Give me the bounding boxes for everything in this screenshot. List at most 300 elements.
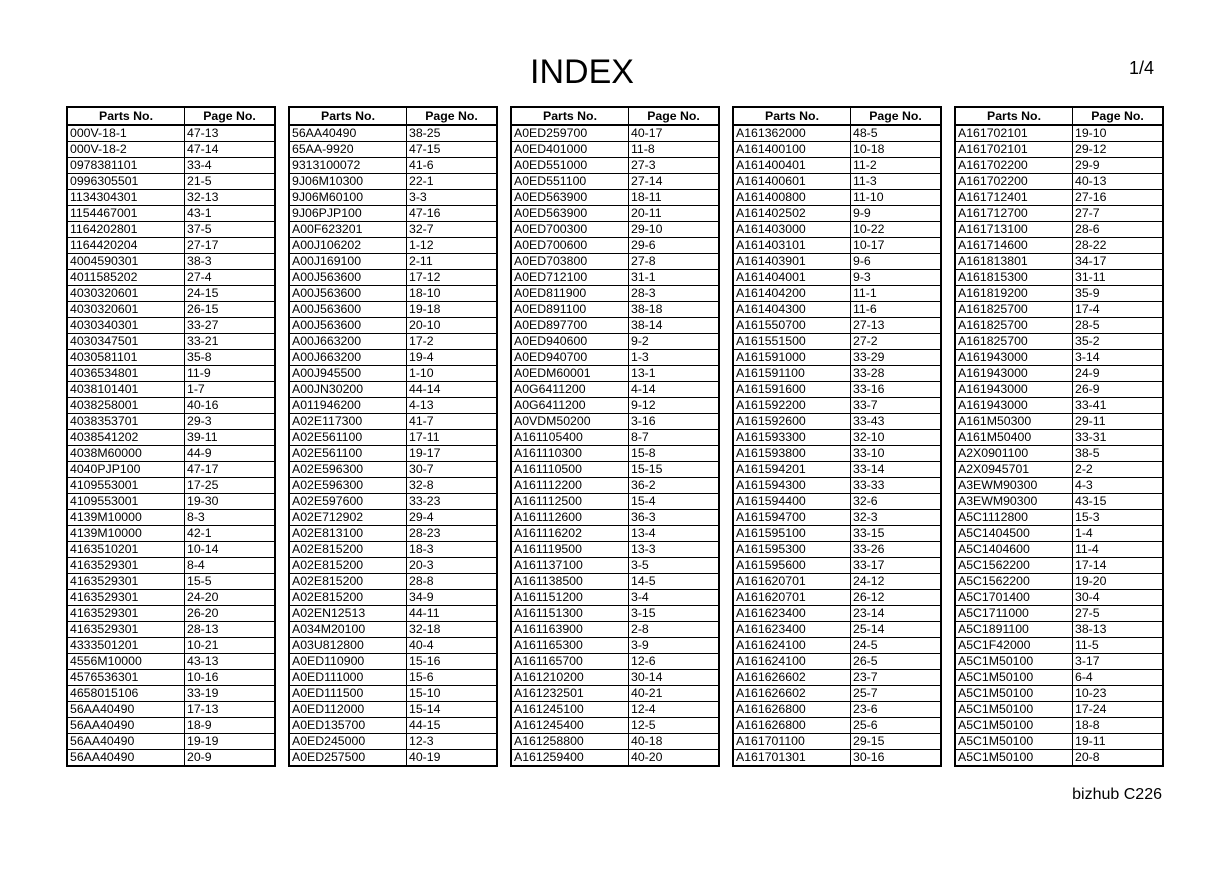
parts-no-cell: A5C1112800 (955, 510, 1073, 526)
table-row (511, 494, 719, 510)
parts-no-cell: A161402502 (733, 206, 851, 222)
page-no-cell: 29-9 (1073, 158, 1164, 174)
parts-no-cell: A161105400 (511, 430, 629, 446)
parts-no-cell: 4036534801 (67, 366, 185, 382)
page-no-cell: 33-15 (851, 526, 942, 542)
parts-no-cell: A0ED700600 (511, 238, 629, 254)
page-title: INDEX (530, 53, 634, 91)
page-no-cell: 27-8 (629, 254, 720, 270)
page-no-cell: 26-12 (851, 590, 942, 606)
parts-no-cell: A161815300 (955, 270, 1073, 286)
page-no-cell: 12-4 (629, 702, 720, 718)
parts-no-cell: 4163529301 (67, 622, 185, 638)
table-row (511, 686, 719, 702)
page-no-cell: 39-11 (185, 430, 276, 446)
page-no-cell: 38-13 (1073, 622, 1164, 638)
table-row (733, 414, 941, 430)
table-row (289, 238, 497, 254)
table-row (733, 702, 941, 718)
table-row (511, 750, 719, 767)
page-no-cell: 3-17 (1073, 654, 1164, 670)
page-no-cell: 11-10 (851, 190, 942, 206)
index-table-2 (288, 106, 498, 767)
page-no-cell: 10-14 (185, 542, 276, 558)
parts-no-cell: A161626800 (733, 718, 851, 734)
table-row (289, 702, 497, 718)
table-row (289, 590, 497, 606)
parts-no-cell: A5C1891100 (955, 622, 1073, 638)
page-no-cell: 32-6 (851, 494, 942, 510)
parts-no-cell: A0ED112000 (289, 702, 407, 718)
table-row (511, 590, 719, 606)
table-row (67, 478, 275, 494)
parts-no-cell: A161591000 (733, 350, 851, 366)
page-no-cell: 17-4 (1073, 302, 1164, 318)
table-row (955, 670, 1163, 686)
table-row (955, 238, 1163, 254)
table-header-row (289, 107, 497, 125)
table-row (511, 334, 719, 350)
table-row (67, 382, 275, 398)
page-no-cell: 15-8 (629, 446, 720, 462)
parts-no-cell: A161400800 (733, 190, 851, 206)
table-row (67, 446, 275, 462)
parts-no-cell: A161594201 (733, 462, 851, 478)
page-no-cell: 18-11 (629, 190, 720, 206)
page-no-cell: 48-5 (851, 125, 942, 142)
page-no-cell: 27-2 (851, 334, 942, 350)
parts-no-cell: A161232501 (511, 686, 629, 702)
table-row (67, 254, 275, 270)
table-row (955, 190, 1163, 206)
parts-no-cell: A161702101 (955, 142, 1073, 158)
table-row (67, 270, 275, 286)
table-row (289, 670, 497, 686)
page-no-cell: 10-21 (185, 638, 276, 654)
parts-no-cell: A161116202 (511, 526, 629, 542)
table-row (289, 222, 497, 238)
table-row (511, 286, 719, 302)
table-row (733, 174, 941, 190)
parts-no-cell: A161403000 (733, 222, 851, 238)
page-no-header: Page No. (185, 107, 276, 125)
table-row (289, 510, 497, 526)
parts-no-cell: A161404001 (733, 270, 851, 286)
parts-no-cell: 56AA40490 (67, 734, 185, 750)
table-row (67, 414, 275, 430)
table-row (955, 750, 1163, 767)
page-no-cell: 15-10 (407, 686, 498, 702)
parts-no-cell: A161400601 (733, 174, 851, 190)
table-row (289, 206, 497, 222)
page-no-cell: 12-3 (407, 734, 498, 750)
table-row (511, 125, 719, 142)
table-row (67, 510, 275, 526)
page-no-cell: 30-14 (629, 670, 720, 686)
page-no-cell: 38-18 (629, 302, 720, 318)
page-no-cell: 6-4 (1073, 670, 1164, 686)
parts-no-cell: A00JN30200 (289, 382, 407, 398)
table-row (733, 446, 941, 462)
page-no-cell: 33-19 (185, 686, 276, 702)
parts-no-cell: 000V-18-1 (67, 125, 185, 142)
table-row (955, 590, 1163, 606)
table-row (67, 334, 275, 350)
table-row (955, 142, 1163, 158)
parts-no-cell: A02E815200 (289, 574, 407, 590)
page-no-cell: 47-16 (407, 206, 498, 222)
parts-no-cell: A161110300 (511, 446, 629, 462)
table-row (289, 334, 497, 350)
table-row (733, 286, 941, 302)
parts-no-cell: A161594400 (733, 494, 851, 510)
table-row (511, 654, 719, 670)
table-row (67, 174, 275, 190)
parts-no-cell: A161165300 (511, 638, 629, 654)
page-no-header: Page No. (1073, 107, 1164, 125)
table-row (733, 462, 941, 478)
table-row (955, 398, 1163, 414)
table-row (733, 558, 941, 574)
table-row (511, 270, 719, 286)
page-no-cell: 33-23 (407, 494, 498, 510)
table-row (289, 254, 497, 270)
table-row (733, 510, 941, 526)
parts-no-cell: A161626602 (733, 686, 851, 702)
page-no-cell: 40-17 (629, 125, 720, 142)
table-row (955, 638, 1163, 654)
table-row (511, 670, 719, 686)
parts-no-cell: A5C1M50100 (955, 654, 1073, 670)
page-no-cell: 9-9 (851, 206, 942, 222)
parts-no-cell: A034M20100 (289, 622, 407, 638)
table-row (733, 270, 941, 286)
table-row (955, 254, 1163, 270)
table-row (955, 286, 1163, 302)
page-no-cell: 24-12 (851, 574, 942, 590)
page-no-cell: 41-7 (407, 414, 498, 430)
page-no-cell: 2-2 (1073, 462, 1164, 478)
table-row (289, 558, 497, 574)
page-no-cell: 9-12 (629, 398, 720, 414)
page-no-cell: 32-8 (407, 478, 498, 494)
table-header-row (67, 107, 275, 125)
parts-no-cell: A161594700 (733, 510, 851, 526)
table-row (67, 590, 275, 606)
parts-no-cell: A161362000 (733, 125, 851, 142)
table-row (67, 142, 275, 158)
table-row (733, 590, 941, 606)
parts-no-cell: A5C1F42000 (955, 638, 1073, 654)
parts-no-cell: 0996305501 (67, 174, 185, 190)
parts-no-cell: A161591100 (733, 366, 851, 382)
table-row (733, 606, 941, 622)
page-no-cell: 11-8 (629, 142, 720, 158)
table-row (67, 190, 275, 206)
table-row (67, 318, 275, 334)
table-row (67, 286, 275, 302)
parts-no-cell: 9J06M10300 (289, 174, 407, 190)
parts-no-cell: A03U812800 (289, 638, 407, 654)
table-row (733, 190, 941, 206)
page-no-cell: 4-14 (629, 382, 720, 398)
table-row (955, 510, 1163, 526)
parts-no-cell: 4576536301 (67, 670, 185, 686)
table-row (955, 174, 1163, 190)
table-row (67, 222, 275, 238)
parts-no-cell: A0ED811900 (511, 286, 629, 302)
table-row (289, 718, 497, 734)
parts-no-cell: A161819200 (955, 286, 1073, 302)
page-no-cell: 10-23 (1073, 686, 1164, 702)
page-no-cell: 11-9 (185, 366, 276, 382)
page-no-cell: 26-20 (185, 606, 276, 622)
page-no-cell: 23-6 (851, 702, 942, 718)
page-no-cell: 4-3 (1073, 478, 1164, 494)
parts-no-cell: A00J563600 (289, 286, 407, 302)
table-row (511, 302, 719, 318)
page-no-cell: 28-13 (185, 622, 276, 638)
page-no-header: Page No. (407, 107, 498, 125)
page-no-cell: 22-1 (407, 174, 498, 190)
page-no-cell: 15-6 (407, 670, 498, 686)
parts-no-cell: A161624100 (733, 654, 851, 670)
page-no-cell: 9-2 (629, 334, 720, 350)
parts-no-cell: 4109553001 (67, 478, 185, 494)
table-row (289, 478, 497, 494)
parts-no-cell: A0ED940600 (511, 334, 629, 350)
parts-no-cell: 4163529301 (67, 558, 185, 574)
page-no-cell: 26-15 (185, 302, 276, 318)
page-no-cell: 11-1 (851, 286, 942, 302)
page-no-cell: 1-4 (1073, 526, 1164, 542)
parts-no-cell: A161825700 (955, 334, 1073, 350)
parts-no-cell: 56AA40490 (67, 702, 185, 718)
page-no-cell: 27-3 (629, 158, 720, 174)
parts-no-cell: A161112200 (511, 478, 629, 494)
table-row (955, 542, 1163, 558)
parts-no-cell: A161712401 (955, 190, 1073, 206)
table-row (289, 414, 497, 430)
page-no-cell: 41-6 (407, 158, 498, 174)
table-row (511, 430, 719, 446)
parts-no-cell: A161403901 (733, 254, 851, 270)
parts-no-cell: A02E597600 (289, 494, 407, 510)
page-no-cell: 40-21 (629, 686, 720, 702)
page-no-cell: 24-20 (185, 590, 276, 606)
table-row (67, 558, 275, 574)
table-row (511, 190, 719, 206)
parts-no-header: Parts No. (289, 107, 407, 125)
page-no-cell: 34-17 (1073, 254, 1164, 270)
parts-no-cell: A5C1562200 (955, 558, 1073, 574)
page-no-cell: 32-7 (407, 222, 498, 238)
parts-no-cell: A161623400 (733, 606, 851, 622)
parts-no-cell: A161400100 (733, 142, 851, 158)
table-row (67, 734, 275, 750)
parts-no-cell: A02E561100 (289, 446, 407, 462)
table-row (67, 206, 275, 222)
parts-no-cell: 65AA-9920 (289, 142, 407, 158)
table-row (955, 462, 1163, 478)
table-row (67, 654, 275, 670)
page-no-cell: 15-4 (629, 494, 720, 510)
parts-no-cell: 4030320601 (67, 302, 185, 318)
model-name: bizhub C226 (1072, 786, 1162, 803)
table-row (733, 398, 941, 414)
table-row (67, 606, 275, 622)
table-row (289, 622, 497, 638)
table-row (733, 670, 941, 686)
table-row (67, 302, 275, 318)
page-no-cell: 15-15 (629, 462, 720, 478)
page-no-cell: 10-22 (851, 222, 942, 238)
page-no-cell: 9-3 (851, 270, 942, 286)
parts-no-cell: A161593800 (733, 446, 851, 462)
page-no-cell: 29-11 (1073, 414, 1164, 430)
page-no-cell: 37-5 (185, 222, 276, 238)
parts-no-cell: A161594300 (733, 478, 851, 494)
parts-no-cell: 4030347501 (67, 334, 185, 350)
page-no-cell: 33-41 (1073, 398, 1164, 414)
table-row (289, 350, 497, 366)
page-no-cell: 33-7 (851, 398, 942, 414)
page-no-cell: 30-4 (1073, 590, 1164, 606)
parts-no-cell: A161623400 (733, 622, 851, 638)
page-no-cell: 33-4 (185, 158, 276, 174)
table-row (67, 702, 275, 718)
page-no-cell: 33-43 (851, 414, 942, 430)
page-no-cell: 33-14 (851, 462, 942, 478)
parts-no-cell: A161M50400 (955, 430, 1073, 446)
parts-no-cell: 0978381101 (67, 158, 185, 174)
parts-no-cell: A161151300 (511, 606, 629, 622)
table-row (733, 574, 941, 590)
page-no-cell: 27-7 (1073, 206, 1164, 222)
page-no-cell: 3-15 (629, 606, 720, 622)
table-row (733, 638, 941, 654)
page-no-cell: 10-18 (851, 142, 942, 158)
parts-no-cell: A161110500 (511, 462, 629, 478)
parts-no-cell: A0ED563900 (511, 190, 629, 206)
parts-no-cell: A161702200 (955, 158, 1073, 174)
parts-no-cell: A0ED940700 (511, 350, 629, 366)
parts-no-cell: A161620701 (733, 590, 851, 606)
page-no-cell: 26-5 (851, 654, 942, 670)
table-row (733, 478, 941, 494)
page-no-cell: 24-15 (185, 286, 276, 302)
table-row (955, 622, 1163, 638)
parts-no-cell: A02E561100 (289, 430, 407, 446)
table-row (289, 302, 497, 318)
table-row (67, 686, 275, 702)
page-no-cell: 20-10 (407, 318, 498, 334)
parts-no-cell: 56AA40490 (67, 750, 185, 767)
parts-no-cell: A5C1404600 (955, 542, 1073, 558)
page-no-cell: 11-4 (1073, 542, 1164, 558)
table-row (955, 526, 1163, 542)
table-row (67, 462, 275, 478)
parts-no-cell: A161592200 (733, 398, 851, 414)
page-no-cell: 42-1 (185, 526, 276, 542)
parts-no-cell: A0ED111500 (289, 686, 407, 702)
page-no-cell: 18-3 (407, 542, 498, 558)
page-no-cell: 40-4 (407, 638, 498, 654)
parts-no-cell: A02E596300 (289, 478, 407, 494)
parts-no-cell: A00J563600 (289, 302, 407, 318)
table-row (289, 542, 497, 558)
parts-no-cell: A161825700 (955, 318, 1073, 334)
table-row (511, 510, 719, 526)
page-no-cell: 27-14 (629, 174, 720, 190)
table-row (289, 446, 497, 462)
parts-no-cell: 4030581101 (67, 350, 185, 366)
page-no-cell: 38-25 (407, 125, 498, 142)
parts-no-cell: A161259400 (511, 750, 629, 767)
page-no-cell: 13-3 (629, 542, 720, 558)
table-row (289, 286, 497, 302)
parts-no-header: Parts No. (733, 107, 851, 125)
table-row (733, 254, 941, 270)
page-no-cell: 17-12 (407, 270, 498, 286)
page-no-cell: 30-7 (407, 462, 498, 478)
parts-no-cell: A161592600 (733, 414, 851, 430)
page-no-cell: 35-9 (1073, 286, 1164, 302)
page-no-cell: 28-22 (1073, 238, 1164, 254)
page-no-cell: 8-4 (185, 558, 276, 574)
parts-no-cell: A02E596300 (289, 462, 407, 478)
page-no-cell: 20-8 (1073, 750, 1164, 767)
table-row (511, 174, 719, 190)
page-no-cell: 12-5 (629, 718, 720, 734)
page-no-cell: 33-16 (851, 382, 942, 398)
parts-no-cell: A161138500 (511, 574, 629, 590)
page-no-cell: 33-17 (851, 558, 942, 574)
table-row (289, 398, 497, 414)
parts-no-cell: A0ED563900 (511, 206, 629, 222)
table-row (511, 382, 719, 398)
page-no-cell: 38-3 (185, 254, 276, 270)
table-row (289, 734, 497, 750)
page-no-cell: 15-5 (185, 574, 276, 590)
parts-no-cell: A161701301 (733, 750, 851, 767)
page-no-cell: 33-26 (851, 542, 942, 558)
page-no-cell: 40-19 (407, 750, 498, 767)
parts-no-cell: 4333501201 (67, 638, 185, 654)
page-no-cell: 11-2 (851, 158, 942, 174)
page-no-cell: 20-9 (185, 750, 276, 767)
table-row (733, 350, 941, 366)
parts-no-cell: A161702200 (955, 174, 1073, 190)
parts-no-cell: A00J169100 (289, 254, 407, 270)
parts-no-header: Parts No. (955, 107, 1073, 125)
parts-no-cell: A161943000 (955, 350, 1073, 366)
page-no-cell: 29-3 (185, 414, 276, 430)
page-no-cell: 40-18 (629, 734, 720, 750)
parts-no-cell: A161825700 (955, 302, 1073, 318)
parts-no-cell: A161151200 (511, 590, 629, 606)
table-row (67, 350, 275, 366)
page-no-cell: 24-5 (851, 638, 942, 654)
parts-no-cell: A5C1404500 (955, 526, 1073, 542)
table-row (511, 574, 719, 590)
table-row (67, 398, 275, 414)
parts-no-cell: 1164202801 (67, 222, 185, 238)
table-row (511, 206, 719, 222)
page-no-cell: 3-16 (629, 414, 720, 430)
page-no-cell: 43-13 (185, 654, 276, 670)
page-no-cell: 19-19 (185, 734, 276, 750)
